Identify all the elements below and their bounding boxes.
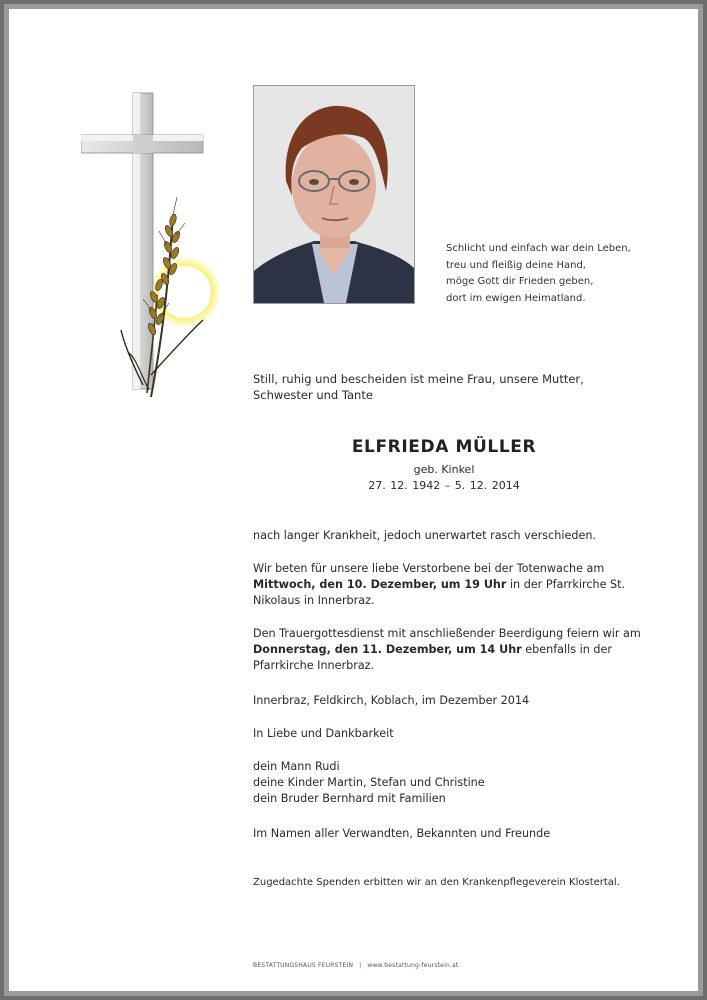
poem-line: dort im ewigen Heimatland. (446, 292, 586, 304)
life-dates: 27. 12. 1942 – 5. 12. 2014 (368, 479, 520, 492)
poem-line: Schlicht und einfach war dein Leben, (446, 243, 631, 254)
wake-intro: Wir beten für unsere liebe Verstorbene bei der Totenwache am (253, 562, 605, 575)
poem-line: möge Gott dir Frieden geben, (446, 276, 594, 287)
footer (253, 962, 458, 969)
passing-text: nach langer Krankheit, jedoch unerwartet rasch verschieden. (253, 529, 596, 542)
intro-text: Still, ruhig und bescheiden ist meine Frau, unsere Mutter, Schwester und Tante (253, 372, 584, 402)
funeral-intro: Den Trauergottesdienst mit anschließender Beerdigung feiern wir am (253, 627, 641, 640)
footer-separator: | (359, 962, 362, 969)
wake-location: in der Pfarrkirche St. Nikolaus in Innerbraz. (253, 578, 626, 608)
funeral-text (253, 626, 653, 675)
funeral-location: ebenfalls in der Pfarrkirche Innerbraz. (253, 643, 612, 673)
love-text: In Liebe und Dankbarkeit (253, 727, 394, 740)
poem (446, 241, 631, 307)
family-line: dein Bruder Bernhard mit Familien (253, 792, 446, 806)
donations-text: Zugedachte Spenden erbitten wir an den Krankenpflegeverein Klostertal. (253, 877, 620, 888)
footer-website[interactable]: www.bestattung-feurstein.at (367, 962, 459, 969)
cross-with-wheat-icon (81, 85, 231, 405)
funeral-date: Donnerstag, den 11. Dezember, um 14 Uhr (253, 643, 522, 657)
born-name: geb. Kinkel (413, 463, 475, 476)
portrait-photo (253, 85, 415, 304)
family-list (253, 759, 653, 808)
relatives-text: Im Namen aller Verwandten, Bekannten und Freunde (253, 827, 551, 840)
footer-company: BESTATTUNGSHAUS FEURSTEIN (253, 962, 354, 969)
wake-text (253, 561, 653, 610)
family-line: dein Mann Rudi (253, 760, 340, 773)
family-line: deine Kinder Martin, Stefan und Christine (253, 776, 485, 790)
place-date: Innerbraz, Feldkirch, Koblach, im Dezember 2014 (253, 694, 530, 707)
poem-line: treu und fleißig deine Hand, (446, 259, 586, 271)
obituary-page (9, 9, 698, 991)
wake-date: Mittwoch, den 10. Dezember, um 19 Uhr (253, 578, 507, 592)
deceased-name: ELFRIEDA MÜLLER (351, 437, 537, 457)
